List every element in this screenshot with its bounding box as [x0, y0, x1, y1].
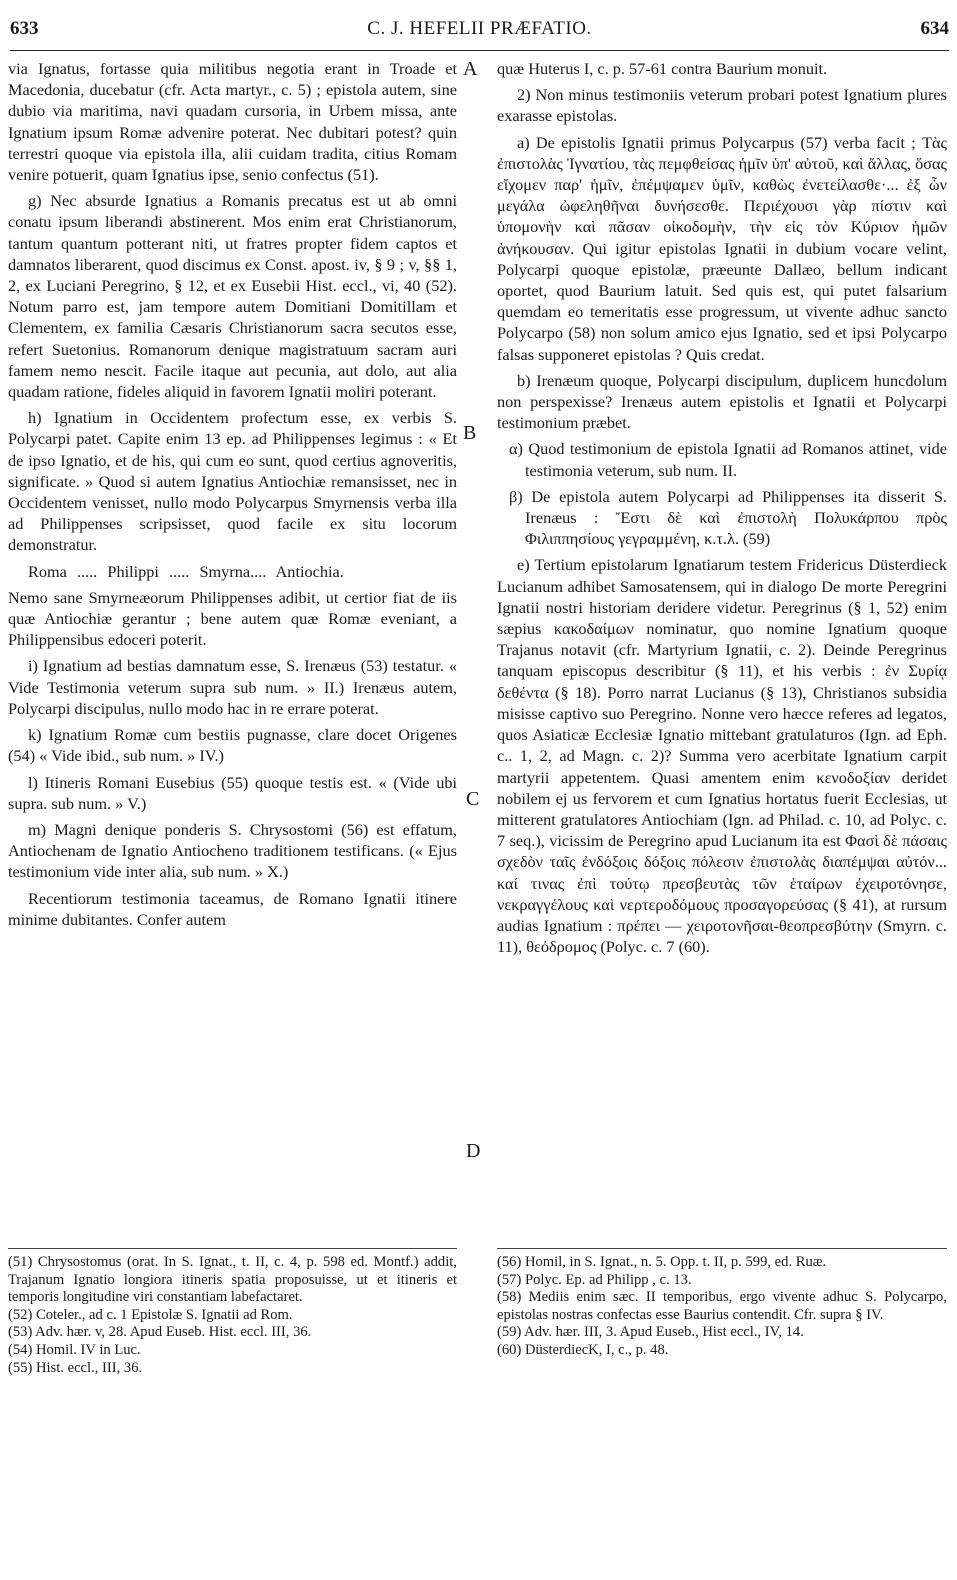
footnote: (55) Hist. eccl., III, 36. [8, 1359, 143, 1376]
city-list: Roma ..... Philippi ..... Smyrna.... Antiochia. [28, 561, 344, 581]
paragraph: a) De epistolis Ignatii primus Polycarpus (57) verba facit ; Τὰς ἐπιστολὰς Ἰγνατίου, τὰς πεμφθείσας ἡμῖν ὑπ' αὐτοῦ, καὶ ἄλλας, ὅσας εἴχομεν παρ' ἡμῖν, ἐπέμψαμεν ὑμῖν, καθὼς ἐνετείλασθε·... ἐξ ὧν μεγάλα ὠφεληθῆναι δυνήσεσθε. Περιέχουσι γὰρ πίστιν καὶ ὑπομονὴν καὶ πᾶσαν οἰκοδομὴν, τὴν εἰς τὸν Κύριον ἡμῶν ἀνήκουσαν. Qui igitur epistolas Ignatii in dubium vocare velint, Polycarpi quoque epistolæ, præeunte Dallæo, bellum indicant oportet, quod Baurium latuit. Sed quis est, qui putet falsarium quemdam eo temeritatis esse progressum, ut vivente adhuc sancto Polycarpo (58) non solum amico ejus Ignatio, sed et ipsi Polycarpo falsas supponeret epistolas ? Quis credat. [497, 132, 947, 364]
page-number-right: 634 [920, 18, 949, 39]
sub-paragraph: α) Quod testimonium de epistola Ignatii ad Romanos attinet, vide testimonia veterum, sub num. II. [509, 439, 947, 480]
paragraph: l) Itineris Romani Eusebius (55) quoque testis est. « (Vide ubi supra. sub num. » V.) [8, 772, 457, 813]
footnotes-right [497, 1254, 947, 1360]
footnotes-left [8, 1254, 457, 1377]
margin-mark-d: D [466, 1140, 481, 1162]
footnote: (53) Adv. hær. v, 28. Apud Euseb. Hist. eccl. III, 36. [8, 1324, 312, 1341]
paragraph: quæ Huterus I, c. p. 57-61 contra Baurium monuit. [497, 59, 828, 78]
footnote-rule-left [8, 1248, 457, 1249]
footnote: (52) Coteler., ad c. 1 Epistolæ S. Ignatii ad Rom. [8, 1306, 293, 1323]
paragraph: via Ignatus, fortasse quia militibus negotia erant in Troade et Macedonia, ducebatur (cfr. Acta martyr., c. 5) ; epistola autem, sine dubio via maritima, navi quadam cursoria, in Urbem missa, ante Ignatium ipsum Romæ advenire poterat. Nec dubitari potest? quin terrestri quoque via epistola illa, alii cuidam tradita, citius Romam venire potuerit, quam Ignatius ipse, senio confectus (51). [8, 59, 457, 185]
paragraph: Nemo sane Smyrneæorum Philippenses adibit, ut certior fiat de iis quæ Antiochiæ gerantur ; bene autem quæ Romæ eveniant, a Philippensibus edoceri poterit. [8, 587, 457, 650]
left-column [8, 58, 457, 935]
paragraph: b) Irenæum quoque, Polycarpi discipulum, duplicem huncdolum non perspexisse? Irenæus autem epistolis et Ignatii et Polycarpi testimonium præbet. [497, 370, 947, 433]
paragraph: e) Tertium epistolarum Ignatiarum testem Fridericus Düsterdieck Lucianum adhibet Samosatensem, qui in dialogo De morte Peregrini Ignatii nostri historiam deridere videtur. Peregrinus (§ 1, 52) enim sæpius κακοδαίμων nominatur, quo nomine Ignatium quoque Trajanus notavit (cfr. Martyrium Ignatii, c. 2). Deinde Peregrinus tanquam episcopus describitur (§ 11), et his verbis : ἐν Συρίᾳ δεθέντα (§ 18). Porro narrat Lucianus (§ 13), Christianos subsidia misisse captivo suo Peregrino. Nonne vero hæcce referes ad legatos, quos Asiaticæ Ecclesiæ Ignatio mittebant gratulaturos (Ign. ad Eph. c.. 1, 2, ad Magn. c. 2)? Summa vero acerbitate Ignatium carpit martyrii appetentem. Quasi amentem enim κενοδοξίαν deridet nobilem ej us fervorem et cum Ignatius hortatus fuerit Ecclesias, ut mitterent gratulatores Antiochiam (Ign. ad Philad. c. 10, ad Polyc. c. 7 seq.), vicissim de Peregrino apud Lucianum ita est Φασὶ δὲ πάσαις σχεδὸν ταῖς ἐνδόξοις δόξοις πόλεσιν ἐπιστολὰς διαπέμψαι αὐτόν... καί τινας ἐπὶ τούτῳ πρεσβευτὰς τῶν ἑταίρων ἐχειροτόνησε, νεκραγγέλους καὶ νερτεροδόμους προσαγορεύσας (§ 41), at rursum audias Ignatium : πρέπει — χειροτονῆσαι-θεοπρεσβύτην (Smyrn. c. 11), θεόδρομος (Polyc. c. 7 (60). [497, 555, 947, 957]
paragraph: m) Magni denique ponderis S. Chrysostomi (56) est effatum, Antiochenam de Ignatio Antiocheno traditionem testificans. (« Ejus testimonium vide inter alia, sub num. » X.) [8, 819, 457, 882]
paragraph: Recentiorum testimonia taceamus, de Romano Ignatii itinere minime dubitantes. Confer autem [8, 888, 457, 929]
footnote: (57) Polyc. Ep. ad Philipp , c. 13. [497, 1271, 692, 1288]
page-number-left: 633 [10, 18, 39, 39]
paragraph: g) Nec absurde Ignatius a Romanis precatus est ut ab omni conatu ipsum liberandi abstinerent. Mos enim erat Christianorum, tantum quantum potterant niti, ut fratres propter fidem captos et damnatos liberarent, quod discimus ex Const. apost. iv, § 9 ; v, §§ 1, 2, ex Luciani Peregrino, § 12, et ex Eusebii Hist. eccl., vi, 40 (52). Notum parro est, jam tempore autem Domitiani Domitillam et Clementem, ex familia Cæsaris Christianorum sacra secutos esse, refert Suetonius. Romanorum denique magistratuum sacram auri famem nemo nescit. Facile itaque aut pecunia, aut dolo, aut alia quadam ratione, fideles aliquid in favorem Ignatii moliri poterant. [8, 191, 457, 402]
margin-mark-a: A [463, 58, 478, 80]
paragraph: i) Ignatium ad bestias damnatum esse, S. Irenæus (53) testatur. « Vide Testimonia veterum supra sub num. » II.) Irenæus autem, Polycarpi discipulus, nullo modo hac in re errare poterat. [8, 656, 457, 718]
right-column [497, 58, 947, 962]
running-title: C. J. HEFELII PRÆFATIO. [367, 18, 592, 39]
paragraph: h) Ignatium in Occidentem profectum esse, ex verbis S. Polycarpi patet. Capite enim 13 ep. ad Philippenses legimus : « Et de ipso Ignatio, et de his, qui cum eo sunt, quod certius agnoveritis, significate. » Quod si autem Ignatius Antiochiæ remansisset, nec in Occidentem venisset, nullo modo Polycarpus Smyrnensis verba illa ad Philippenses scripsisset, quod facile ex situ locorum demonstratur. [8, 408, 457, 555]
running-header [10, 18, 949, 46]
footnote: (58) Mediis enim sæc. II temporibus, ergo vivente adhuc S. Polycarpo, epistolas nostras confectas esse Baurius contendit. Cfr. supra § IV. [497, 1289, 947, 1323]
paragraph: 2) Non minus testimoniis veterum probari potest Ignatium plures exarasse epistolas. [497, 85, 947, 126]
footnote: (56) Homil, in S. Ignat., n. 5. Opp. t. II, p. 599, ed. Ruæ. [497, 1254, 827, 1270]
footnote-rule-right [497, 1248, 947, 1249]
paragraph: k) Ignatium Romæ cum bestiis pugnasse, clare docet Origenes (54) « Vide ibid., sub num. » IV.) [8, 725, 457, 766]
sub-paragraph: β) De epistola autem Polycarpi ad Philippenses ita disserit S. Irenæus : Ἔστι δὲ καὶ ἐπιστολὴ Πολυκάρπου πρὸς Φιλιππησίους γεγραμμένη, κ.τ.λ. (59) [509, 486, 947, 549]
footnote: (59) Adv. hær. III, 3. Apud Euseb., Hist eccl., IV, 14. [497, 1324, 804, 1341]
footnote: (54) Homil. IV in Luc. [8, 1341, 141, 1358]
margin-mark-b: B [463, 422, 477, 444]
footnote: (60) DüsterdiecK, I, c., p. 48. [497, 1341, 669, 1358]
header-rule [10, 50, 949, 51]
footnote: (51) Chrysostomus (orat. In S. Ignat., t. II, c. 4, p. 598 ed. Montf.) addit, Trajanum Ignatio longiora itineris spatia proposuisse, ut et itineris et temporis longitudine viri constantiam labefactaret. [8, 1254, 457, 1306]
margin-mark-c: C [466, 788, 480, 810]
